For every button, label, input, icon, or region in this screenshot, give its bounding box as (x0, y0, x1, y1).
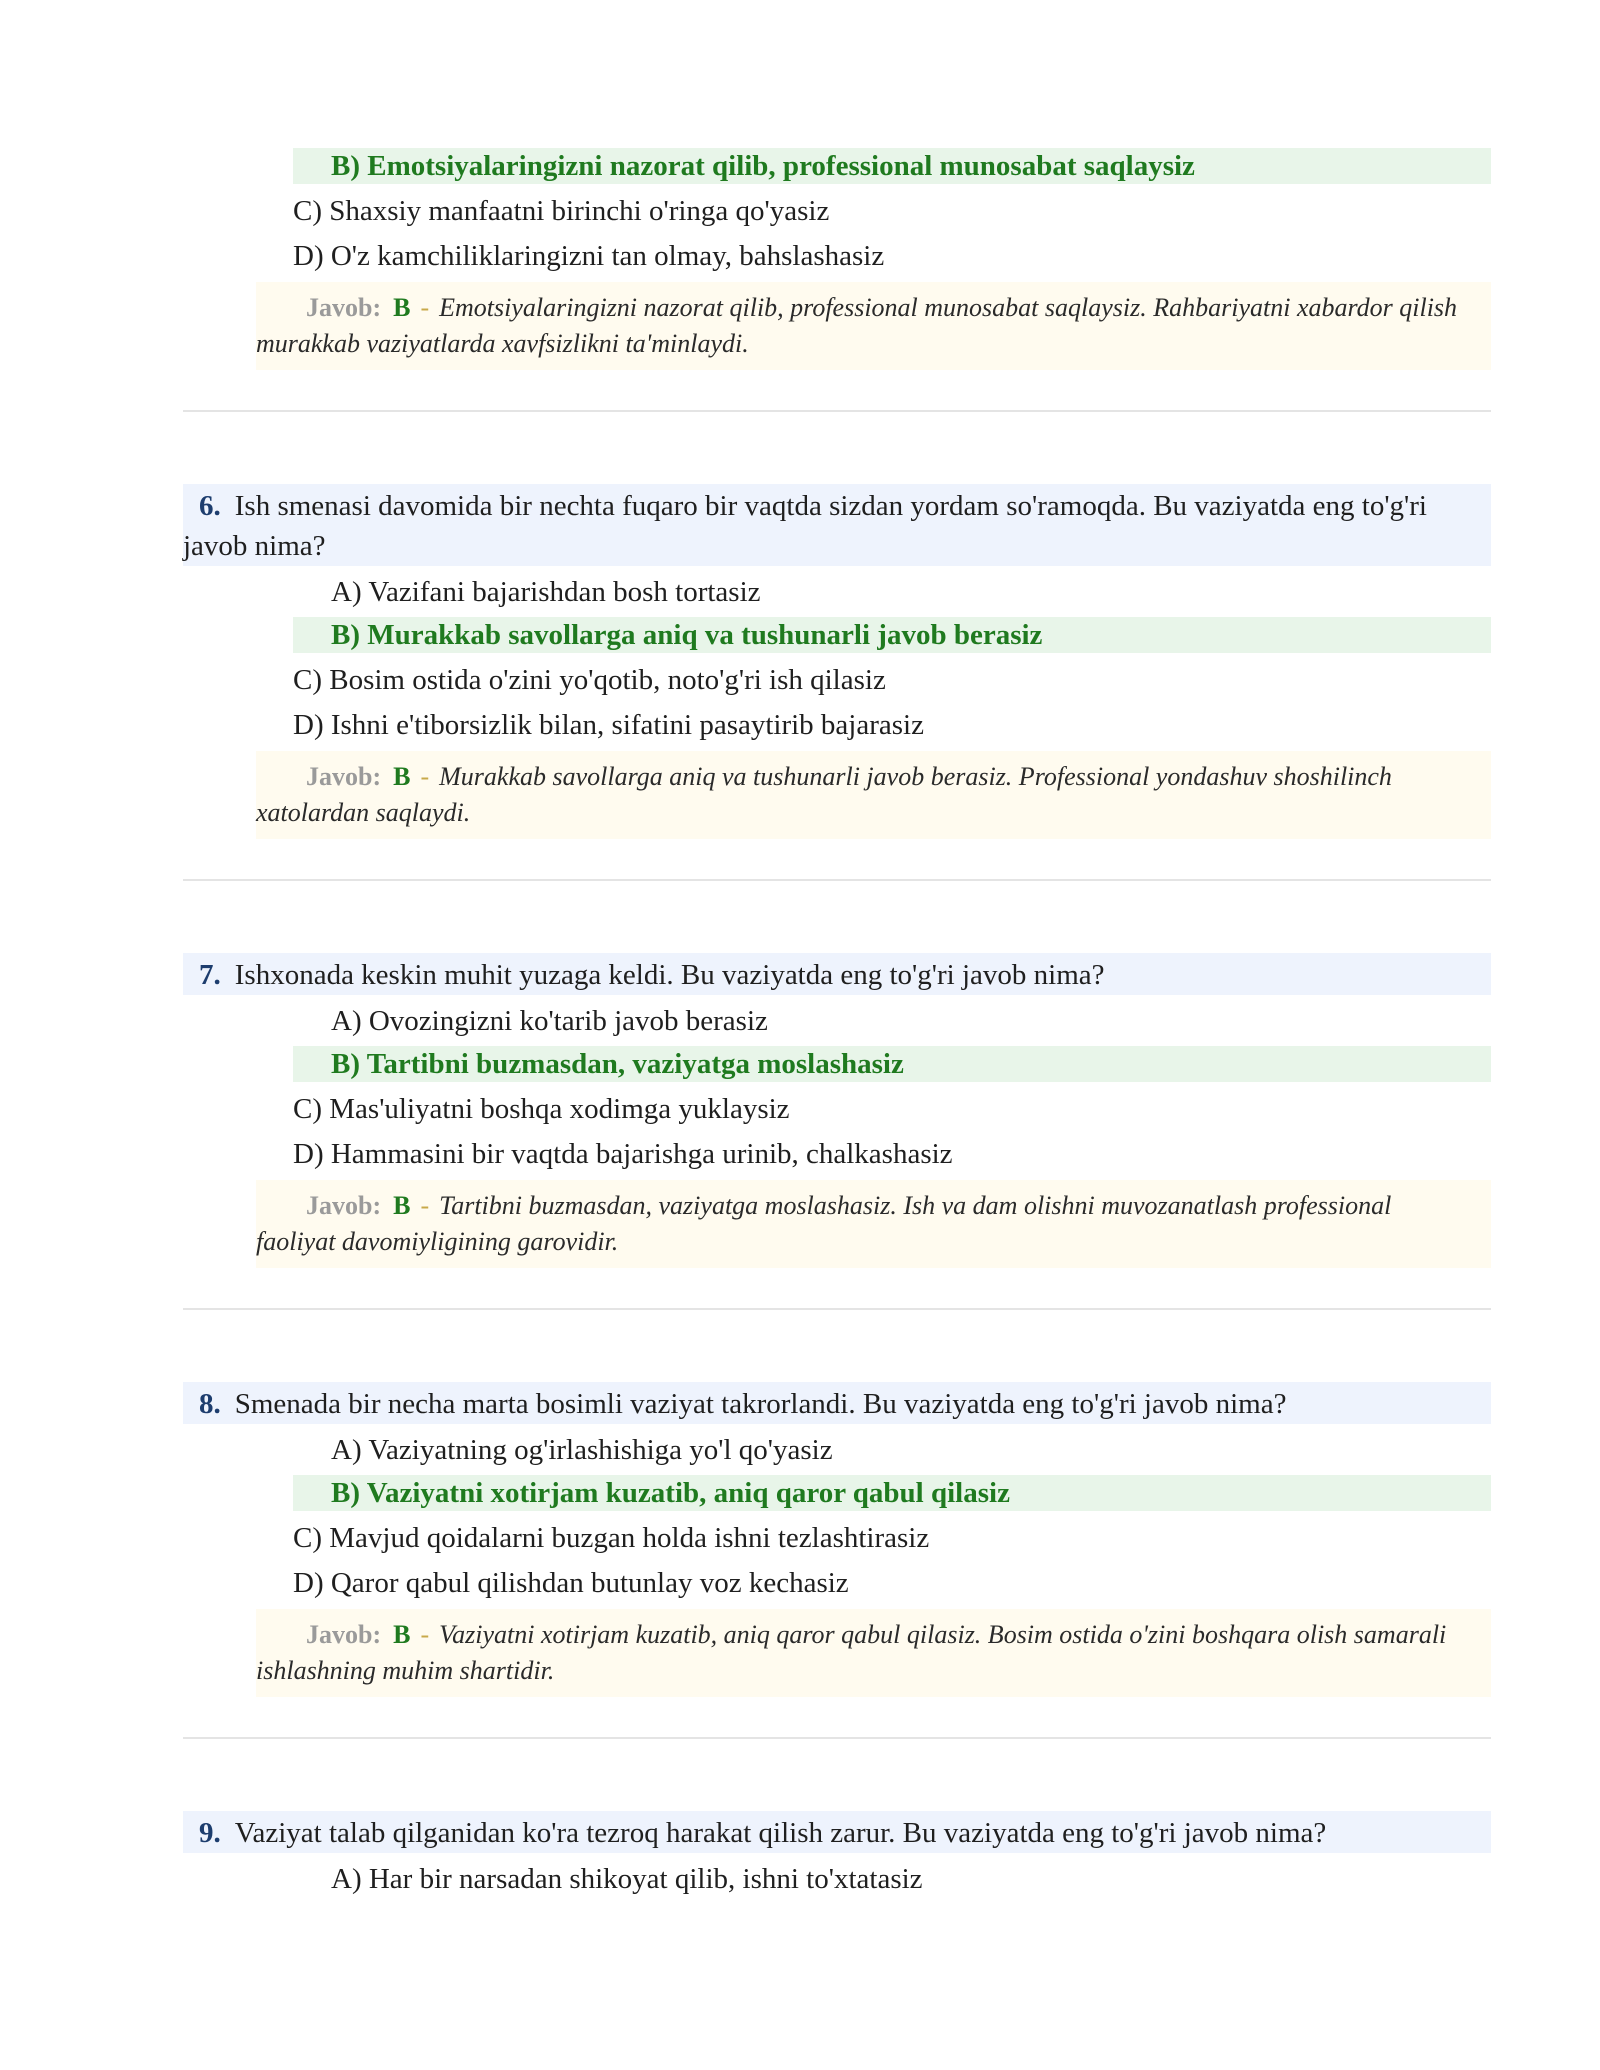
option-c: C) Bosim ostida o'zini yo'qotib, noto'g'ri ish qilasiz (293, 664, 886, 696)
option-d: D) Ishni e'tiborsizlik bilan, sifatini pasaytirib bajarasiz (293, 709, 924, 741)
question-number: 9. (199, 1817, 221, 1849)
option-d: D) Hammasini bir vaqtda bajarishga urinib, chalkashasiz (293, 1138, 953, 1170)
question-text: Smenada bir necha marta bosimli vaziyat takrorlandi. Bu vaziyatda eng to'g'ri javob nima? (234, 1388, 1287, 1420)
option-b-correct: B) Emotsiyalaringizni nazorat qilib, professional munosabat saqlaysiz (293, 148, 1491, 184)
divider (183, 879, 1491, 881)
option-b-correct: B) Vaziyatni xotirjam kuzatib, aniq qaror qabul qilasiz (293, 1475, 1491, 1511)
divider (183, 410, 1491, 412)
question-8 (183, 1382, 1491, 1739)
quiz-content (183, 146, 1491, 1904)
answer-explanation: Vaziyatni xotirjam kuzatib, aniq qaror qabul qilasiz. Bosim ostida o'zini boshqara olish samarali ishlashning muhim shartidir. (256, 1620, 1447, 1685)
answer-letter: B (393, 293, 411, 322)
question-number: 7. (199, 959, 221, 991)
divider (183, 1308, 1491, 1310)
question-text-row (183, 1382, 1491, 1424)
option-b-correct: B) Murakkab savollarga aniq va tushunarli javob berasiz (293, 617, 1491, 653)
option-a: A) Vaziyatning og'irlashishiga yo'l qo'yasiz (331, 1434, 833, 1466)
answer-label: Javob: (306, 1620, 382, 1649)
option-c: C) Mas'uliyatni boshqa xodimga yuklaysiz (293, 1093, 790, 1125)
question-text-row (183, 484, 1491, 566)
answer-letter: B (393, 762, 411, 791)
option-a: A) Ovozingizni ko'tarib javob berasiz (331, 1005, 768, 1037)
answer-explanation: Tartibni buzmasdan, vaziyatga moslashasiz. Ish va dam olishni muvozanatlash professional faoliyat davomiyligining garovidir. (256, 1191, 1392, 1256)
question-number: 8. (199, 1388, 221, 1420)
answer-explanation: Emotsiyalaringizni nazorat qilib, professional munosabat saqlaysiz. Rahbariyatni xabardor qilish murakkab vaziyatlarda xavfsizlikni ta'minlaydi. (256, 293, 1458, 358)
answer-letter: B (393, 1620, 411, 1649)
question-6 (183, 484, 1491, 881)
answer-label: Javob: (306, 762, 382, 791)
answer-box (256, 1609, 1491, 1697)
answer-dash: - (420, 1191, 430, 1220)
answer-box (256, 282, 1491, 370)
answer-box (256, 1180, 1491, 1268)
answer-label: Javob: (306, 293, 382, 322)
answer-label: Javob: (306, 1191, 382, 1220)
answer-explanation: Murakkab savollarga aniq va tushunarli javob berasiz. Professional yondashuv shoshilinch xatolardan saqlaydi. (256, 762, 1392, 827)
option-b-correct: B) Tartibni buzmasdan, vaziyatga moslashasiz (293, 1046, 1491, 1082)
option-c: C) Mavjud qoidalarni buzgan holda ishni tezlashtirasiz (293, 1522, 930, 1554)
question-number: 6. (199, 490, 221, 522)
question-text: Ish smenasi davomida bir nechta fuqaro bir vaqtda sizdan yordam so'ramoqda. Bu vaziyatda eng to'g'ri javob nima? (183, 490, 1427, 562)
option-a: A) Vazifani bajarishdan bosh tortasiz (331, 576, 761, 608)
answer-letter: B (393, 1191, 411, 1220)
option-d: D) Qaror qabul qilishdan butunlay voz kechasiz (293, 1567, 849, 1599)
option-c: C) Shaxsiy manfaatni birinchi o'ringa qo'yasiz (293, 195, 830, 227)
question-text-row (183, 1811, 1491, 1853)
question-text: Vaziyat talab qilganidan ko'ra tezroq harakat qilish zarur. Bu vaziyatda eng to'g'ri javob nima? (234, 1817, 1327, 1849)
answer-dash: - (420, 1620, 430, 1649)
divider (183, 1737, 1491, 1739)
question-7 (183, 953, 1491, 1310)
question-text: Ishxonada keskin muhit yuzaga keldi. Bu vaziyatda eng to'g'ri javob nima? (234, 959, 1105, 991)
answer-dash: - (420, 293, 430, 322)
answer-dash: - (420, 762, 430, 791)
option-d: D) O'z kamchiliklaringizni tan olmay, bahslashasiz (293, 240, 885, 272)
question-5-tail (183, 148, 1491, 412)
question-9 (183, 1811, 1491, 1899)
answer-box (256, 751, 1491, 839)
question-text-row (183, 953, 1491, 995)
option-a: A) Har bir narsadan shikoyat qilib, ishni to'xtatasiz (331, 1863, 923, 1895)
